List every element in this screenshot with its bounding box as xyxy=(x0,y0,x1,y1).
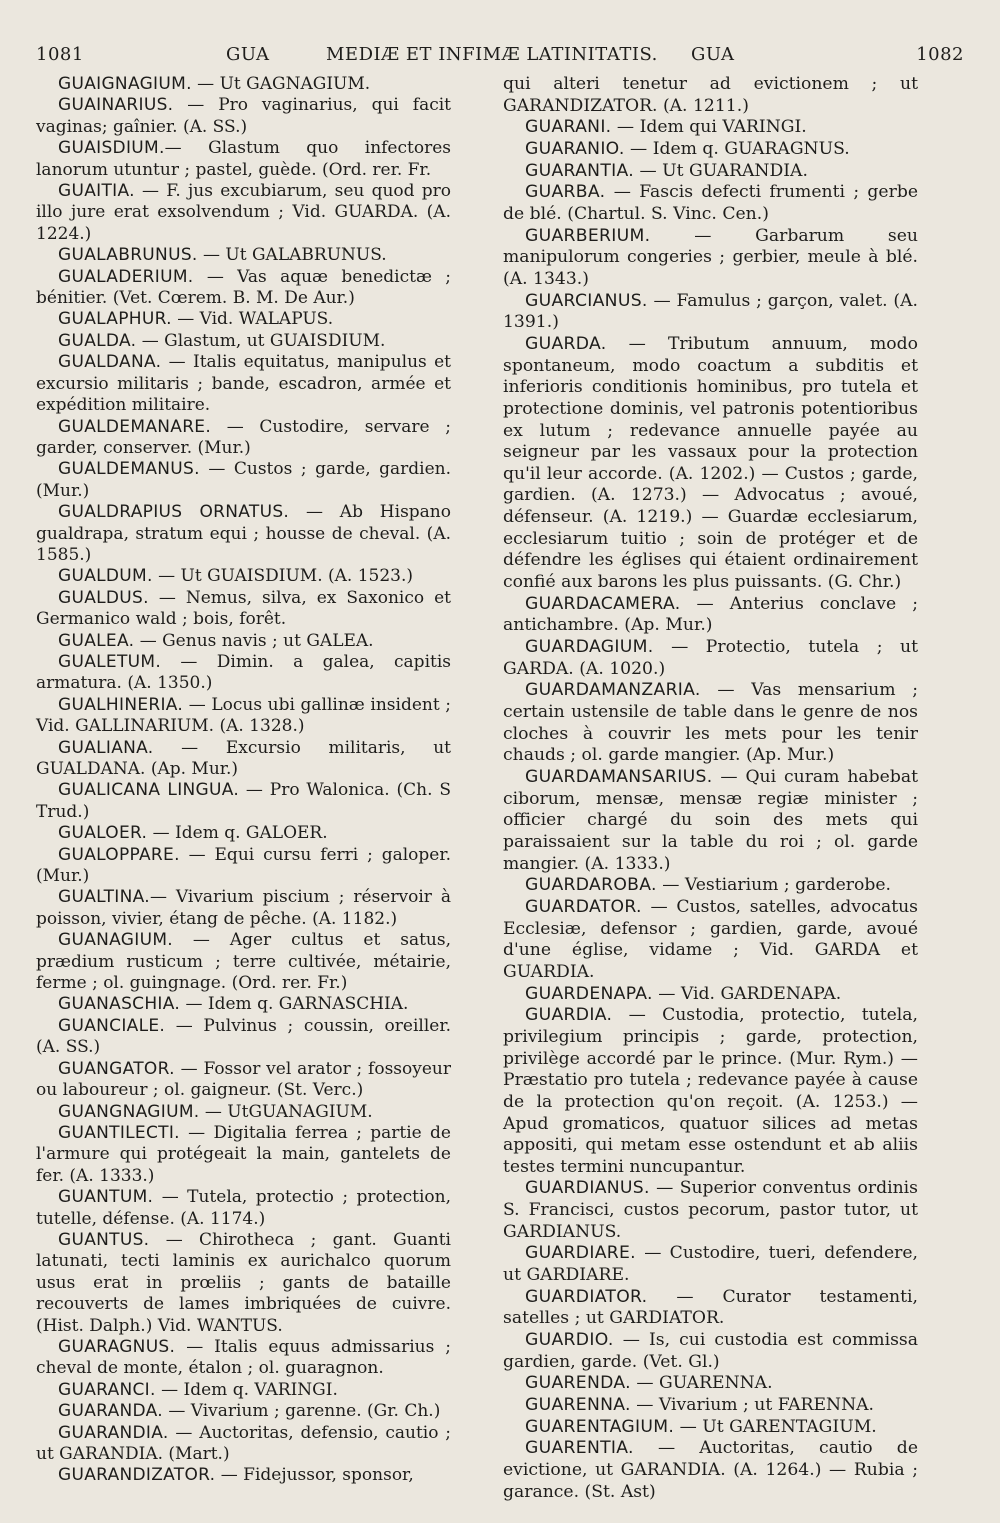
dictionary-entry xyxy=(36,1187,451,1230)
dictionary-entry xyxy=(36,245,451,266)
dictionary-entry xyxy=(503,291,918,334)
entry-headword: GUARCIANUS. xyxy=(525,290,648,311)
dictionary-entry xyxy=(503,117,918,139)
entry-definition: — Ut GALABRUNUS. xyxy=(197,245,387,266)
dictionary-entry xyxy=(36,331,451,352)
entry-definition: — Ut GUARANDIA. xyxy=(634,160,808,181)
dictionary-entry xyxy=(503,161,918,183)
entry-definition: — Idem q. GUARAGNUS. xyxy=(624,138,850,159)
entry-headword: GUALHINERIA. xyxy=(58,694,184,715)
entry-headword: GUARENNA. xyxy=(525,1395,631,1416)
dictionary-entry xyxy=(503,767,918,875)
entry-headword: GUAISDIUM. xyxy=(58,138,165,159)
entry-headword: GUARANTIA. xyxy=(525,160,635,181)
page-number-right: 1082 xyxy=(916,44,964,65)
dictionary-entry xyxy=(36,459,451,502)
entry-definition: — Protectio, tutela ; ut GARDA. (A. 1020.) xyxy=(503,637,918,679)
entry-definition: — Auctoritas, cautio de evictione, ut GARANDIA. (A. 1264.) — Rubia ; garance. (St. Ast) xyxy=(503,1438,918,1502)
entry-definition: — Vas mensarium ; certain ustensile de table dans le genre de nos cloches à couvrir les mets pour les tenir chauds ; ol. garde mangier. (Ap. Mur.) xyxy=(503,680,918,766)
entry-headword: GUARDIATOR. xyxy=(525,1286,648,1307)
entry-definition: — Vivarium ; ut FARENNA. xyxy=(630,1395,874,1416)
left-column xyxy=(36,74,451,1487)
entry-definition: — Nemus, silva, ex Saxonico et Germanico wald ; bois, forêt. xyxy=(36,587,451,630)
dictionary-entry xyxy=(36,566,451,587)
entry-definition: — Anterius conclave ; antichambre. (Ap. Mur.) xyxy=(503,593,918,636)
entry-definition: — Auctoritas, defensio, cautio ; ut GARANDIA. (Mart.) xyxy=(36,1422,451,1464)
entry-headword: GUALDEMANARE. xyxy=(58,416,212,437)
entry-headword: GUALDUM. xyxy=(58,566,153,587)
entry-definition: — UtGUANAGIUM. xyxy=(199,1101,373,1122)
entry-headword: GUARDATOR. xyxy=(525,896,642,917)
entry-definition: — Ab Hispano gualdrapa, stratum equi ; housse de cheval. (A. 1585.) xyxy=(36,502,451,565)
dictionary-entry xyxy=(503,1243,918,1286)
dictionary-entry xyxy=(36,181,451,245)
entry-definition: — Ut GUAISDIUM. (A. 1523.) xyxy=(152,566,414,587)
entry-definition: — Dimin. a galea, capitis armatura. (A. 1350.) xyxy=(36,651,451,694)
dictionary-entry xyxy=(503,1287,918,1330)
entry-definition: — Digitalia ferrea ; partie de l'armure qui protégeait la main, gantelets de fer. (A. 1333.) xyxy=(36,1122,451,1186)
dictionary-entry xyxy=(36,738,451,781)
entry-definition: — Pulvinus ; coussin, oreiller. (A. SS.) xyxy=(36,1015,451,1058)
entry-definition: — Ager cultus et satus, prædium rusticum ; terre cultivée, métairie, ferme ; ol. guingnage. (Ord. rer. Fr.) xyxy=(36,930,451,994)
dictionary-entry xyxy=(36,631,451,652)
entry-headword: GUARDIARE. xyxy=(525,1243,636,1264)
dictionary-entry xyxy=(503,182,918,225)
dictionary-entry xyxy=(36,780,451,823)
dictionary-entry xyxy=(36,1423,451,1466)
entry-headword: GUARBERIUM. xyxy=(525,225,651,246)
entry-headword: GUANTILECTI. xyxy=(58,1122,180,1143)
entry-headword: GUARANDIA. xyxy=(58,1422,169,1443)
entry-headword: GUANTUM. xyxy=(58,1187,154,1208)
entry-definition: qui alteri tenetur ad evictionem ; ut GARANDIZATOR. (A. 1211.) xyxy=(503,74,918,116)
entry-definition: — Vestiarium ; garderobe. xyxy=(656,875,892,896)
entry-definition: — Curator testamenti, satelles ; ut GARDIATOR. xyxy=(503,1286,918,1329)
entry-definition: — Chirotheca ; gant. Guanti latunati, tecti laminis ex aurichalco quorum usus erat in prœliis ; gants de bataille recouverts de lames imbriquées de cuivre. (Hist. Dalph.) Vid. WANTUS. xyxy=(36,1229,451,1336)
entry-headword: GUARDAMANZARIA. xyxy=(525,680,701,701)
entry-headword: GUALDUS. xyxy=(58,587,149,608)
dictionary-entry xyxy=(503,897,918,984)
entry-definition: — Tutela, protectio ; protection, tutelle, défense. (A. 1174.) xyxy=(36,1187,451,1229)
dictionary-entry xyxy=(503,1417,918,1439)
entry-headword: GUALOER. xyxy=(58,823,148,844)
entry-headword: GUARENTAGIUM. xyxy=(525,1416,675,1437)
entry-headword: GUALAPHUR. xyxy=(58,309,172,330)
entry-definition: — Custos, satelles, advocatus Ecclesiæ, defensor ; gardien, garde, avoué d'une église, vidame ; Vid. GARDA et GUARDIA. xyxy=(503,896,918,982)
dictionary-entry xyxy=(36,502,451,566)
entry-headword: GUARENDA. xyxy=(525,1373,631,1394)
dictionary-entry xyxy=(503,1178,918,1243)
entry-definition: — Custodia, protectio, tutela, privilegium principis ; garde, protection, privilège accordé par le prince. (Mur. Rym.) — Præstatio pro tutela ; redevance payée à cause de la protection qu'on reçoit. (A. 1253.) — Apud gromaticos, quatuor silices ad metas appositi, qui metam esse ostendunt et ab aliis testes termini nuncupantur. xyxy=(503,1005,918,1177)
entry-headword: GUALABRUNUS. xyxy=(58,245,198,266)
entry-definition: — Famulus ; garçon, valet. (A. 1391.) xyxy=(503,290,918,333)
dictionary-entry xyxy=(36,1102,451,1123)
dictionary-entry xyxy=(36,95,451,138)
entry-headword: GUARANI. xyxy=(525,117,612,138)
dictionary-entry xyxy=(36,1230,451,1337)
entry-definition: — Custodire, servare ; garder, conserver. (Mur.) xyxy=(36,416,451,458)
dictionary-entry xyxy=(36,352,451,416)
dictionary-entry xyxy=(36,930,451,994)
entry-definition: — Idem q. GARNASCHIA. xyxy=(180,994,409,1015)
dictionary-entry xyxy=(503,637,918,680)
entry-headword: GUALIANA. xyxy=(58,737,154,758)
entry-headword: GUALETUM. xyxy=(58,651,162,672)
entry-definition: — Idem q. GALOER. xyxy=(147,823,328,844)
dictionary-entry xyxy=(503,74,918,117)
entry-headword: GUANAGIUM. xyxy=(58,930,173,951)
dictionary-entry xyxy=(503,1005,918,1178)
entry-headword: GUANCIALE. xyxy=(58,1015,166,1036)
dictionary-entry xyxy=(503,139,918,161)
entry-definition: — Vivarium piscium ; réservoir à poisson, vivier, étang de pêche. (A. 1182.) xyxy=(36,887,451,929)
entry-definition: — Is, cui custodia est commissa gardien, garde. (Vet. Gl.) xyxy=(503,1330,918,1372)
entry-definition: — Fidejussor, sponsor, xyxy=(215,1465,414,1486)
entry-headword: GUARDIA. xyxy=(525,1005,613,1026)
dictionary-entry xyxy=(503,334,918,594)
entry-definition: — Idem qui VARINGI. xyxy=(611,117,807,138)
entry-headword: GUARDAROBA. xyxy=(525,875,657,896)
dictionary-entry xyxy=(36,845,451,888)
entry-headword: GUAITIA. xyxy=(58,181,135,202)
entry-definition: — Italis equus admissarius ; cheval de monte, étalon ; ol. guaragnon. xyxy=(36,1336,451,1379)
entry-headword: GUARENTIA. xyxy=(525,1438,634,1459)
entry-definition: — Pro vaginarius, qui facit vaginas; gaînier. (A. SS.) xyxy=(36,95,451,137)
entry-headword: GUARDIANUS. xyxy=(525,1178,650,1199)
dictionary-entry xyxy=(503,1438,918,1503)
dictionary-entry xyxy=(36,1465,451,1486)
entry-headword: GUALDA. xyxy=(58,330,137,351)
header-headword-left: GUA xyxy=(226,44,270,65)
entry-headword: GUAIGNAGIUM. xyxy=(58,74,192,94)
entry-headword: GUALEA. xyxy=(58,630,135,651)
entry-definition: — Qui curam habebat ciborum, mensæ, mensæ regiæ minister ; officier chargé du soin des mets qui paraissaient sur la table du roi ; ol. garde mangier. (A. 1333.) xyxy=(503,767,918,874)
entry-headword: GUALADERIUM. xyxy=(58,266,194,287)
dictionary-entry xyxy=(36,1059,451,1102)
entry-definition: — Glastum, ut GUAISDIUM. xyxy=(136,330,386,351)
entry-headword: GUANGATOR. xyxy=(58,1058,175,1079)
entry-definition: — Pro Walonica. (Ch. S Trud.) xyxy=(36,780,451,822)
dictionary-entry xyxy=(503,1395,918,1417)
dictionary-entry xyxy=(36,823,451,844)
dictionary-entry xyxy=(36,695,451,738)
entry-headword: GUANGNAGIUM. xyxy=(58,1101,200,1122)
entry-headword: GUANTUS. xyxy=(58,1229,150,1250)
dictionary-entry xyxy=(503,1373,918,1395)
dictionary-entry xyxy=(36,1401,451,1422)
header-headword-right: GUA xyxy=(691,44,735,65)
entry-headword: GUARANDA. xyxy=(58,1401,163,1422)
entry-headword: GUANASCHIA. xyxy=(58,994,181,1015)
entry-headword: GUARDENAPA. xyxy=(525,983,653,1004)
entry-definition: — F. jus excubiarum, seu quod pro illo jure erat exsolvendum ; Vid. GUARDA. (A. 1224.) xyxy=(36,181,451,244)
entry-headword: GUARANCI. xyxy=(58,1379,156,1400)
entry-definition: — Ut GARENTAGIUM. xyxy=(674,1416,877,1437)
dictionary-entry xyxy=(503,226,918,291)
dictionary-entry xyxy=(36,74,451,95)
entry-headword: GUARDIO. xyxy=(525,1330,614,1351)
dictionary-entry xyxy=(36,588,451,631)
entry-definition: — Italis equitatus, manipulus et excursio militaris ; bande, escadron, armée et expédition militaire. xyxy=(36,352,451,416)
entry-definition: — Equi cursu ferri ; galoper. (Mur.) xyxy=(36,844,451,887)
entry-definition: — Genus navis ; ut GALEA. xyxy=(134,630,374,651)
entry-headword: GUARDACAMERA. xyxy=(525,593,681,614)
dictionary-entry xyxy=(36,652,451,695)
dictionary-entry xyxy=(36,1016,451,1059)
entry-definition: — Vid. GARDENAPA. xyxy=(652,983,842,1004)
entry-definition: — Vas aquæ benedictæ ; bénitier. (Vet. Cœrem. B. M. De Aur.) xyxy=(36,266,451,309)
entry-headword: GUARDA. xyxy=(525,333,607,354)
dictionary-entry xyxy=(503,1330,918,1373)
page-number-left: 1081 xyxy=(36,44,84,65)
entry-headword: GUARDAGIUM. xyxy=(525,637,654,658)
entry-definition: — GUARENNA. xyxy=(630,1373,773,1394)
entry-headword: GUALOPPARE. xyxy=(58,844,180,865)
running-header xyxy=(36,44,964,70)
entry-headword: GUAINARIUS. xyxy=(58,95,174,116)
entry-headword: GUALTINA. xyxy=(58,887,150,908)
entry-definition: — Garbarum seu manipulorum congeries ; gerbier, meule à blé. (A. 1343.) xyxy=(503,225,918,289)
entry-definition: — Idem q. VARINGI. xyxy=(155,1379,338,1400)
entry-definition: — Vid. WALAPUS. xyxy=(171,309,334,330)
entry-headword: GUARAGNUS. xyxy=(58,1336,176,1357)
entry-headword: GUALDANA. xyxy=(58,352,162,373)
entry-definition: — Custos ; garde, gardien. (Mur.) xyxy=(36,459,451,501)
dictionary-entry xyxy=(503,680,918,767)
entry-definition: — Locus ubi gallinæ insident ; Vid. GALLINARIUM. (A. 1328.) xyxy=(36,694,451,737)
dictionary-entry xyxy=(503,984,918,1006)
entry-headword: GUALDEMANUS. xyxy=(58,459,200,480)
entry-headword: GUALDRAPIUS ORNATUS. xyxy=(58,502,290,523)
entry-headword: GUARANDIZATOR. xyxy=(58,1465,216,1486)
dictionary-entry xyxy=(36,267,451,310)
entry-definition: — Superior conventus ordinis S. Francisci, custos pecorum, pastor tutor, ut GARDIANUS. xyxy=(503,1178,918,1242)
entry-definition: — Ut GAGNAGIUM. xyxy=(191,74,371,94)
entry-headword: GUALICANA LINGUA. xyxy=(58,780,240,801)
dictionary-entry xyxy=(36,138,451,181)
header-title: MEDIÆ ET INFIMÆ LATINITATIS. xyxy=(326,44,658,65)
entry-headword: GUARDAMANSARIUS. xyxy=(525,767,713,787)
dictionary-entry xyxy=(36,1337,451,1380)
dictionary-entry xyxy=(36,1123,451,1187)
entry-definition: — Vivarium ; garenne. (Gr. Ch.) xyxy=(162,1401,441,1422)
dictionary-entry xyxy=(36,417,451,460)
entry-definition: — Fossor vel arator ; fossoyeur ou laboureur ; ol. gaigneur. (St. Verc.) xyxy=(36,1058,451,1101)
entry-definition: — Fascis defecti frumenti ; gerbe de blé. (Chartul. S. Vinc. Cen.) xyxy=(503,182,918,224)
dictionary-entry xyxy=(36,1380,451,1401)
entry-definition: — Glastum quo infectores lanorum utuntur ; pastel, guède. (Ord. rer. Fr. xyxy=(36,138,451,180)
dictionary-entry xyxy=(36,994,451,1015)
entry-definition: — Excursio militaris, ut GUALDANA. (Ap. Mur.) xyxy=(36,737,451,779)
dictionary-entry xyxy=(503,875,918,897)
entry-definition: — Tributum annuum, modo spontaneum, modo coactum a subditis et inferioris conditionis hominibus, pro tutela et protectione dominis, vel patronis potentioribus ex lutum ; redevance annuelle payée au seigneur par les vassaux pour la protection qu'il leur accorde. (A. 1202.) — Custos ; garde, gardien. (A. 1273.) — Advocatus ; avoué, défenseur. (A. 1219.) — Guardæ ecclesiarum, ecclesiarum tuitio ; soin de protéger et de défendre les églises qui étaient ordinairement confié aux barons les plus puissants. (G. Chr.) xyxy=(503,333,918,593)
entry-headword: GUARBA. xyxy=(525,182,606,203)
entry-definition: — Custodire, tueri, defendere, ut GARDIARE. xyxy=(503,1243,918,1286)
right-column xyxy=(503,74,918,1503)
dictionary-entry xyxy=(36,887,451,930)
dictionary-entry xyxy=(503,594,918,637)
entry-headword: GUARANIO. xyxy=(525,138,625,159)
dictionary-entry xyxy=(36,309,451,330)
